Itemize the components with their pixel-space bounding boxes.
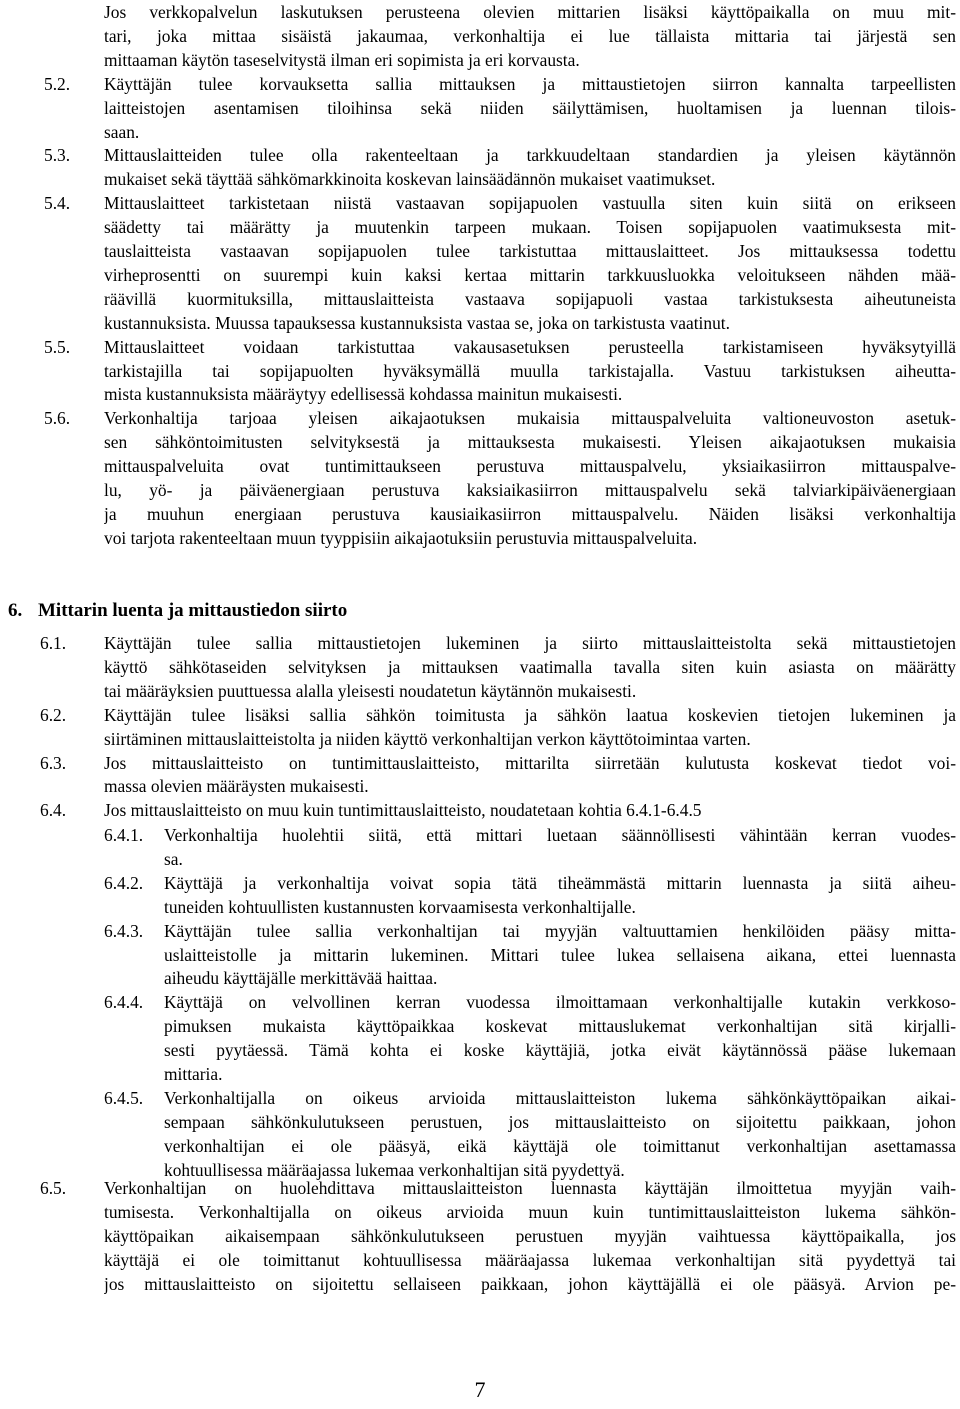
text-line: [0, 263, 960, 287]
line-text: Käyttäjän tulee sallia verkonhaltijan tai myyjän valtuuttamien henkilöiden pääsy mitta-: [164, 920, 956, 941]
page-number: 7: [474, 1377, 486, 1402]
clause-number: 5.4.: [44, 193, 71, 214]
text-line: [0, 1224, 960, 1248]
text-line: [0, 502, 960, 526]
clause-number: 6.4.3.: [104, 920, 144, 941]
line-text: pimuksen mukaista käyttöpaikkaa koskevat mittauslukemat verkonhaltijan sitä kirjalli-: [164, 1016, 956, 1037]
line-text: aiheudu käyttäjälle merkittävää haittaa.: [164, 968, 438, 989]
line-text: ja muuhun energiaan perustuva kausiaikasiirron mittauspalvelu. Näiden lisäksi verkonhaltija: [104, 503, 956, 524]
clause-number: 5.6.: [44, 408, 71, 429]
line-text: Jos verkkopalvelun laskutuksen perusteena olevien mittarien lisäksi käyttöpaikalla on muu mit-: [104, 2, 956, 22]
text-line: [0, 24, 960, 48]
line-text: jos mittauslaitteisto on sijoitettu sellaiseen paikkaan, johon käyttäjällä ei ole pääsyä. Arvion pe-: [104, 1273, 956, 1294]
line-text: sen sähköntoimitusten selvityksestä ja mittauksesta mukaisesti. Yleisen aikajaotuksen mukaisia: [104, 432, 956, 453]
text-line: [0, 191, 960, 215]
line-text: Jos mittauslaitteisto on muu kuin tuntimittauslaitteisto, noudatetaan kohtia 6.4.1-6.4.5: [104, 800, 702, 821]
text-line: [0, 871, 960, 895]
text-line: [0, 1272, 960, 1296]
text-line: [0, 406, 960, 430]
line-text: Mittauslaitteet voidaan tarkistuttaa vakausasetuksen perusteella tarkistamiseen hyväksytyillä: [104, 336, 956, 357]
text-line: [0, 359, 960, 383]
text-line: [0, 1248, 960, 1272]
clause-number: 5.2.: [44, 73, 71, 94]
text-line: [0, 703, 960, 727]
line-text: Käyttäjän tulee lisäksi sallia sähkön toimitusta ja sähkön laatua koskevien tietojen lukeminen ja: [104, 704, 956, 725]
line-text: Jos mittauslaitteisto on tuntimittauslaitteisto, mittarilta siirretään kulutusta koskevat tiedot voi-: [104, 752, 956, 773]
line-text: Käyttäjän tulee korvauksetta sallia mittauksen ja mittaustietojen siirron kannalta tarpeellisten: [104, 73, 956, 94]
clause-number: 5.3.: [44, 145, 71, 166]
text-line: [0, 1062, 960, 1086]
clause-number: 6.4.1.: [104, 825, 144, 845]
line-text: laitteistojen asentamisen tiloihinsa sekä niiden säilyttämisen, huoltamisen ja luennan tilois-: [104, 97, 956, 118]
text-line: [0, 1134, 960, 1158]
line-text: mittaaman käytön taseselvitystä ilman eri sopimista ja eri korvausta.: [104, 49, 580, 70]
text-line: [0, 239, 960, 263]
line-text: mittaria.: [164, 1064, 223, 1084]
line-text: tauslaitteista vastaavan sopijapuolen tulee tarkistuttaa mittauslaitteet. Jos mittauksessa todettu: [104, 241, 956, 261]
text-line: [0, 167, 960, 191]
line-text: lu, yö- ja päiväenergiaan perustuva kaksiaikasiirron mittauspalvelu sekä talviarkipäiväenergiaan: [104, 480, 956, 500]
line-text: käyttö sähkötaseiden selvityksen ja mittauksen vaatimalla tavalla siten kuin asiasta on määrätty: [104, 656, 956, 677]
line-text: sa.: [164, 848, 183, 869]
line-text: mukaiset sekä täyttää sähkömarkkinoita koskevan lainsäädännön mukaiset vaatimukset.: [104, 169, 716, 190]
line-text: Mittauslaitteet tarkistetaan niistä vastaavan sopijapuolen vastuulla siten kuin siitä on erikseen: [104, 193, 956, 214]
text-line: [0, 798, 960, 822]
line-text: virheprosentti on suurempi kuin kaksi kertaa mittarin tarkkuusluokka veloitukseen nähden mää-: [104, 264, 956, 285]
clause-number: 6.2.: [40, 704, 67, 725]
text-line: [0, 215, 960, 239]
line-text: sempaan sähkönkulutukseen perustuen, jos mittauslaitteisto on sijoitettu paikkaan, johon: [164, 1111, 956, 1132]
line-text: massa olevien määräysten mukaisesti.: [104, 776, 369, 797]
text-line: [0, 287, 960, 311]
text-line: [0, 1176, 960, 1200]
line-text: Verkonhaltijalla on oikeus arvioida mittauslaitteiston lukema sähkönkäyttöpaikan aikai-: [164, 1087, 956, 1108]
text-line: [0, 0, 960, 24]
clause-number: 6.4.: [40, 800, 67, 821]
text-line: [0, 1200, 960, 1224]
line-text: verkonhaltijan ei ole pääsyä, eikä käyttäjä ole toimittanut verkonhaltijan asettamassa: [164, 1135, 956, 1156]
line-text: mittauspalveluita ovat tuntimittaukseen perustuva mittauspalvelu, yksiaikasiirron mittauspalve-: [104, 456, 956, 477]
line-text: sesti pyytäessä. Tämä kohta ei koske käyttäjiä, jotka eivät käytännössä pääse lukemaan: [164, 1040, 956, 1061]
line-text: voi tarjota rakenteeltaan muun tyyppisiin aikajaotuksiin perustuvia mittauspalveluita.: [104, 527, 698, 548]
line-text: käyttöpaikan aikaisempaan sähkönkulutukseen perustuen myyjän vaihtuessa käyttöpaikalla, jos: [104, 1225, 956, 1246]
text-line: [0, 1086, 960, 1110]
line-text: tari, joka mittaa sisäistä jakaumaa, verkonhaltija ei lue tällaista mittaria tai järjestä sen: [104, 25, 956, 46]
text-line: [0, 631, 960, 655]
line-text: Käyttäjän tulee sallia mittaustietojen lukeminen ja siirto mittauslaitteistolta sekä mittaustietojen: [104, 633, 956, 653]
text-line: [0, 823, 960, 847]
text-line: [0, 895, 960, 919]
text-line: [0, 990, 960, 1014]
text-line: [0, 1014, 960, 1038]
line-text: säädetty tai määrätty ja muutenkin tarpeen mukaan. Toisen sopijapuolen vaatimuksesta mit-: [104, 217, 956, 238]
text-line: [0, 919, 960, 943]
line-text: mista kustannuksista määräytyy edellisessä kohdassa mainitun mukaisesti.: [104, 384, 623, 405]
line-text: kustannuksista. Muussa tapauksessa kustannuksista vastaa se, joka on tarkistusta vaatinut.: [104, 312, 730, 333]
clause-number: 5.5.: [44, 336, 71, 357]
section-heading-number: 6.: [8, 600, 23, 621]
text-line: [0, 1110, 960, 1134]
line-text: uslaitteistolle ja mittarin lukeminen. Mittari tulee lukea sellaisena aikana, ettei luennasta: [164, 944, 956, 965]
line-text: kohtuullisessa määräajassa lukemaa verkonhaltijan sitä pyydettyä.: [164, 1159, 625, 1180]
text-line: [0, 311, 960, 335]
clause-number: 6.3.: [40, 752, 67, 773]
line-text: tuneiden kohtuullisten kustannusten korvaamisesta verkonhaltijalle.: [164, 896, 636, 917]
text-line: [0, 1038, 960, 1062]
clause-number: 6.4.4.: [104, 992, 144, 1013]
line-text: räävillä kuormituksilla, mittauslaitteista vastaava sopijapuoli vastaa tarkistuksesta aiheutuneista: [104, 288, 956, 309]
line-text: Verkonhaltija huolehtii siitä, että mittari luetaan säännöllisesti vähintään kerran vuodes-: [164, 825, 956, 845]
text-line: [0, 727, 960, 751]
line-text: Mittauslaitteiden tulee olla rakenteeltaan ja tarkkuudeltaan standardien ja yleisen käytännön: [104, 145, 956, 166]
line-text: käyttäjä ei ole toimittanut kohtuullisessa määräajassa lukemaa verkonhaltijan sitä pyydettyä tai: [104, 1249, 956, 1270]
text-line: [0, 143, 960, 167]
line-text: Verkonhaltija tarjoaa yleisen aikajaotuksen mukaisia mittauspalveluita valtioneuvoston asetuk-: [104, 408, 956, 429]
text-line: [0, 72, 960, 96]
text-line: [0, 943, 960, 967]
text-line: [0, 679, 960, 703]
text-line: [0, 847, 960, 871]
line-text: saan.: [104, 121, 140, 142]
clause-number: 6.5.: [40, 1178, 67, 1198]
text-line: [0, 430, 960, 454]
text-line: [0, 478, 960, 502]
text-line: [0, 335, 960, 359]
line-text: siirtäminen mittauslaitteistolta ja niiden käyttö verkonhaltijan verkon käyttötoimintaa varten.: [104, 728, 751, 749]
section-heading-title: Mittarin luenta ja mittaustiedon siirto: [38, 600, 348, 621]
line-text: tai määräyksien puuttuessa alalla yleisesti noudatetun käytännön mukaisesti.: [104, 680, 637, 701]
text-line: [0, 48, 960, 72]
section-heading: [8, 598, 347, 624]
line-text: Verkonhaltijan on huolehdittava mittauslaitteiston luennasta käyttäjän ilmoittetua myyjän vaih-: [104, 1178, 956, 1198]
line-text: tarkistajilla tai sopijapuolten hyväksymällä muulla tarkistajalla. Vastuu tarkistuksen aiheutta-: [104, 360, 956, 381]
line-text: tumisesta. Verkonhaltijalla on oikeus arvioida muun kuin tuntimittauslaitteiston lukema sähkön-: [104, 1201, 956, 1222]
clause-number: 6.1.: [40, 633, 67, 653]
text-line: [0, 655, 960, 679]
text-line: [0, 454, 960, 478]
text-line: [0, 526, 960, 550]
line-text: Käyttäjä on velvollinen kerran vuodessa ilmoittamaan verkonhaltijalle kutakin verkkoso-: [164, 992, 956, 1013]
text-line: [0, 96, 960, 120]
clause-number: 6.4.2.: [104, 872, 144, 893]
text-line: [0, 751, 960, 775]
text-line: [0, 120, 960, 144]
line-text: Käyttäjä ja verkonhaltija voivat sopia tätä tiheämmästä mittarin luennasta ja siitä aiheu-: [164, 872, 956, 893]
text-line: [0, 774, 960, 798]
clause-number: 6.4.5.: [104, 1087, 144, 1108]
text-line: [0, 382, 960, 406]
text-line: [0, 966, 960, 990]
